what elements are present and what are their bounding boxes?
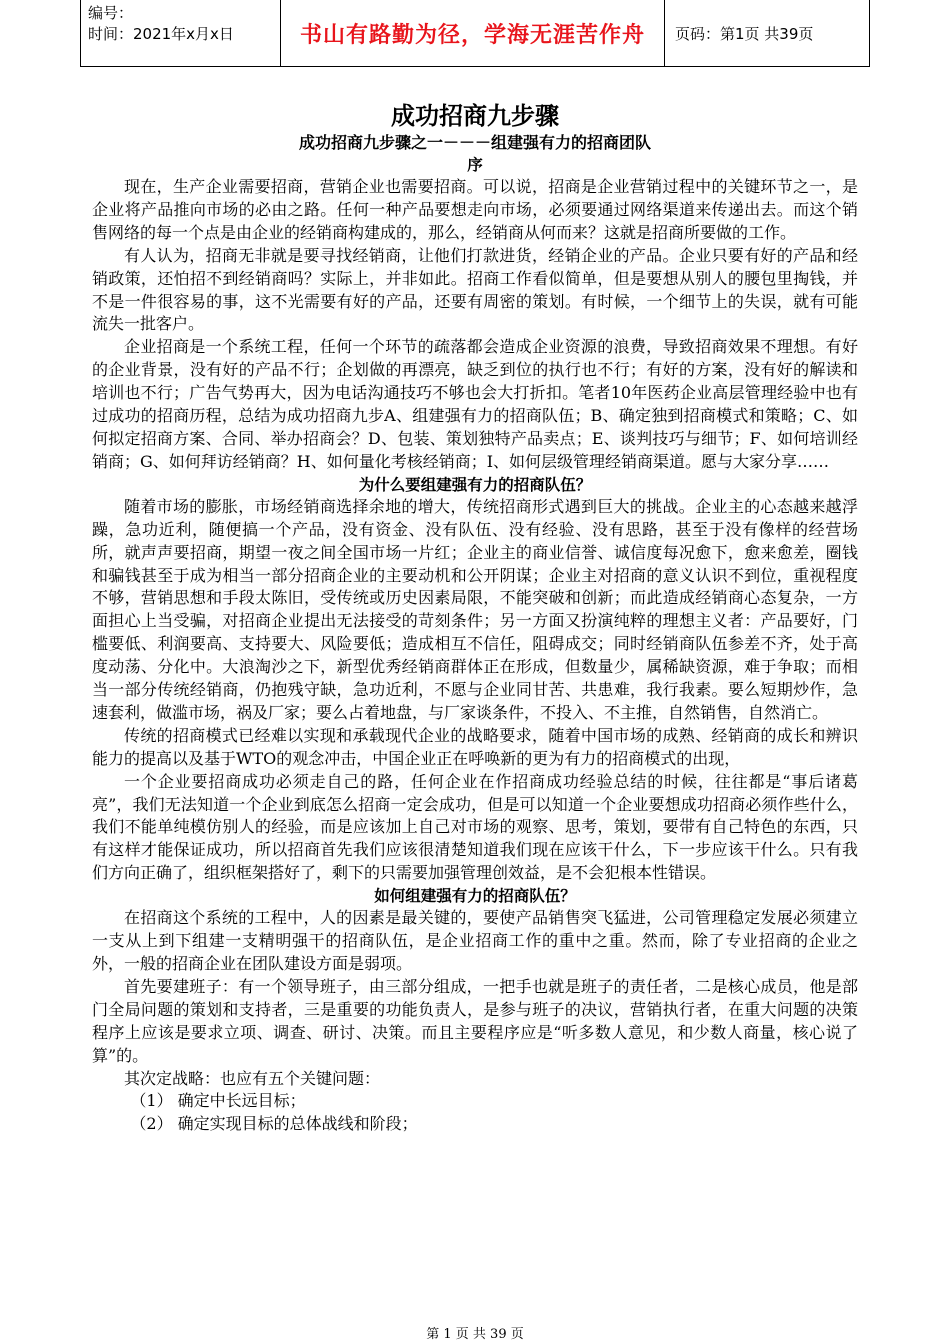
paragraph: 企业招商是一个系统工程，任何一个环节的疏落都会造成企业资源的浪费，导致招商效果不理想。有好的企业背景，没有好的产品不行；企划做的再漂亮，缺乏到位的执行也不行；有好的方案，没有好的解读和培训也不行；广告气势再大，因为电话沟通技巧不够也会大打折扣。笔者10年医药企业高层管理经验中也有过成功的招商历程，总结为成功招商九步A、组建强有力的招商队伍；B、确定独到招商模式和策略；C、如何拟定招商方案、合同、举办招商会？D、包装、策划独特产品卖点；E、谈判技巧与细节；F、如何培训经销商；G、如何拜访经销商？H、如何量化考核经销商；I、如何层级管理经销商渠道。愿与大家分享……: [92, 337, 858, 471]
paragraph: 首先要建班子：有一个领导班子，由三部分组成，一把手也就是班子的责任者，二是核心成员，他是部门全局问题的策划和支持者，三是重要的功能负责人，是参与班子的决议，营销执行者，在重大问题的决策程序上应该是要求立项、调查、研讨、决策。而且主要程序应是“听多数人意见，和少数人商量，核心说了算”的。: [92, 976, 858, 1065]
paragraph: 在招商这个系统的工程中，人的因素是最关键的，要使产品销售突飞猛进，公司管理稳定发展必须建立一支从上到下组建一支精明强干的招商队伍，是企业招商工作的重中之重。然而，除了专业招商的企业之外，一般的招商企业在团队建设方面是弱项。: [92, 908, 858, 973]
paragraph: 其次定战略：也应有五个关键问题：: [124, 1068, 381, 1088]
page-footer: 第 1 页 共 39 页: [426, 1327, 524, 1342]
document-time-label: 时间：2021年x月x日: [88, 25, 234, 43]
document-subtitle: 成功招商九步骤之一－－－组建强有力的招商团队: [298, 133, 651, 152]
paragraph: 现在，生产企业需要招商，营销企业也需要招商。可以说，招商是企业营销过程中的关键环节之一，是企业将产品推向市场的必由之路。任何一种产品要想走向市场，必须要通过网络渠道来传递出去。而这个销售网络的每一个点是由企业的经销商构建成的，那么，经销商从何而来？这就是招商所要做的工作。: [92, 177, 858, 242]
section-heading-how: 如何组建强有力的招商队伍？: [374, 887, 576, 906]
document-body: [92, 100, 858, 1136]
list-item: （1） 确定中长远目标；: [130, 1091, 306, 1111]
list-item: （2） 确定实现目标的总体战线和阶段；: [130, 1114, 418, 1134]
section-heading-why: 为什么要组建强有力的招商队伍？: [358, 475, 592, 494]
header-meta: [81, 0, 281, 66]
paragraph: 一个企业要招商成功必须走自己的路，任何企业在作招商成功经验总结的时候，往往都是“事后诸葛亮”，我们无法知道一个企业到底怎么招商一定会成功，但是可以知道一个企业要想成功招商必须作些什么，我们不能单纯模仿别人的经验，而是应该加上自己对市场的观察、思考，策划，要带有自己特色的东西，只有这样才能保证成功，所以招商首先我们应该很清楚知道我们现在应该干什么，下一步应该干什么。只有我们方向正确了，组织框架搭好了，剩下的只需要加强管理创效益，是不会犯根本性错误。: [92, 771, 858, 883]
paragraph: 随着市场的膨胀，市场经销商选择余地的增大，传统招商形式遇到巨大的挑战。企业主的心态越来越浮躁，急功近利，随便搞一个产品，没有资金、没有队伍、没有经验、没有思路，甚至于没有像样的经营场所，就声声要招商，期望一夜之间全国市场一片红；企业主的商业信誉、诚信度每况愈下，愈来愈差，圈钱和骗钱甚至于成为相当一部分招商企业的主要动机和公开阴谋；企业主对招商的意义认识不到位，重视程度不够，营销思想和手段太陈旧，受传统或历史因素局限，不能突破和创新；而此造成经销商心态复杂，一方面担心上当受骗，对招商企业提出无法接受的苛刻条件；另一方面又扮演纯粹的理想主义者：产品要好，门槛要低、利润要高、支持要大、风险要低；造成相互不信任，阻碍成交；同时经销商队伍参差不齐，处于高度动荡、分化中。大浪淘沙之下，新型优秀经销商群体正在形成，但数量少，属稀缺资源，难于争取；而相当一部分传统经销商，仍抱残守缺，急功近利，不愿与企业同甘苦、共患难，我行我素。要么短期炒作，急速套利，做滥市场，祸及厂家；要么占着地盘，与厂家谈条件，不投入、不主推，自然销售，自然消亡。: [92, 496, 858, 722]
paragraph: 有人认为，招商无非就是要寻找经销商，让他们打款进货，经销企业的产品。企业只要有好的产品和经销政策，还怕招不到经销商吗？实际上，并非如此。招商工作看似简单，但是要想从别人的腰包里掏钱，并不是一件很容易的事，这不光需要有好的产品，还要有周密的策划。有时候，一个细节上的失误，就有可能流失一批客户。: [92, 245, 858, 334]
preface-heading: 序: [467, 156, 483, 174]
page-header: [80, 0, 870, 67]
header-page-info: 页码：第1页 共39页: [675, 24, 814, 43]
document-title: 成功招商九步骤: [391, 102, 559, 130]
document-number-label: 编号：: [88, 4, 134, 22]
paragraph: 传统的招商模式已经难以实现和承载现代企业的战略要求，随着中国市场的成熟、经销商的成长和辨识能力的提高以及基于WTO的观念冲击，中国企业正在呼唤新的更为有力的招商模式的出现，: [92, 725, 858, 768]
header-motto: 书山有路勤为径，学海无涯苦作舟: [281, 0, 665, 66]
